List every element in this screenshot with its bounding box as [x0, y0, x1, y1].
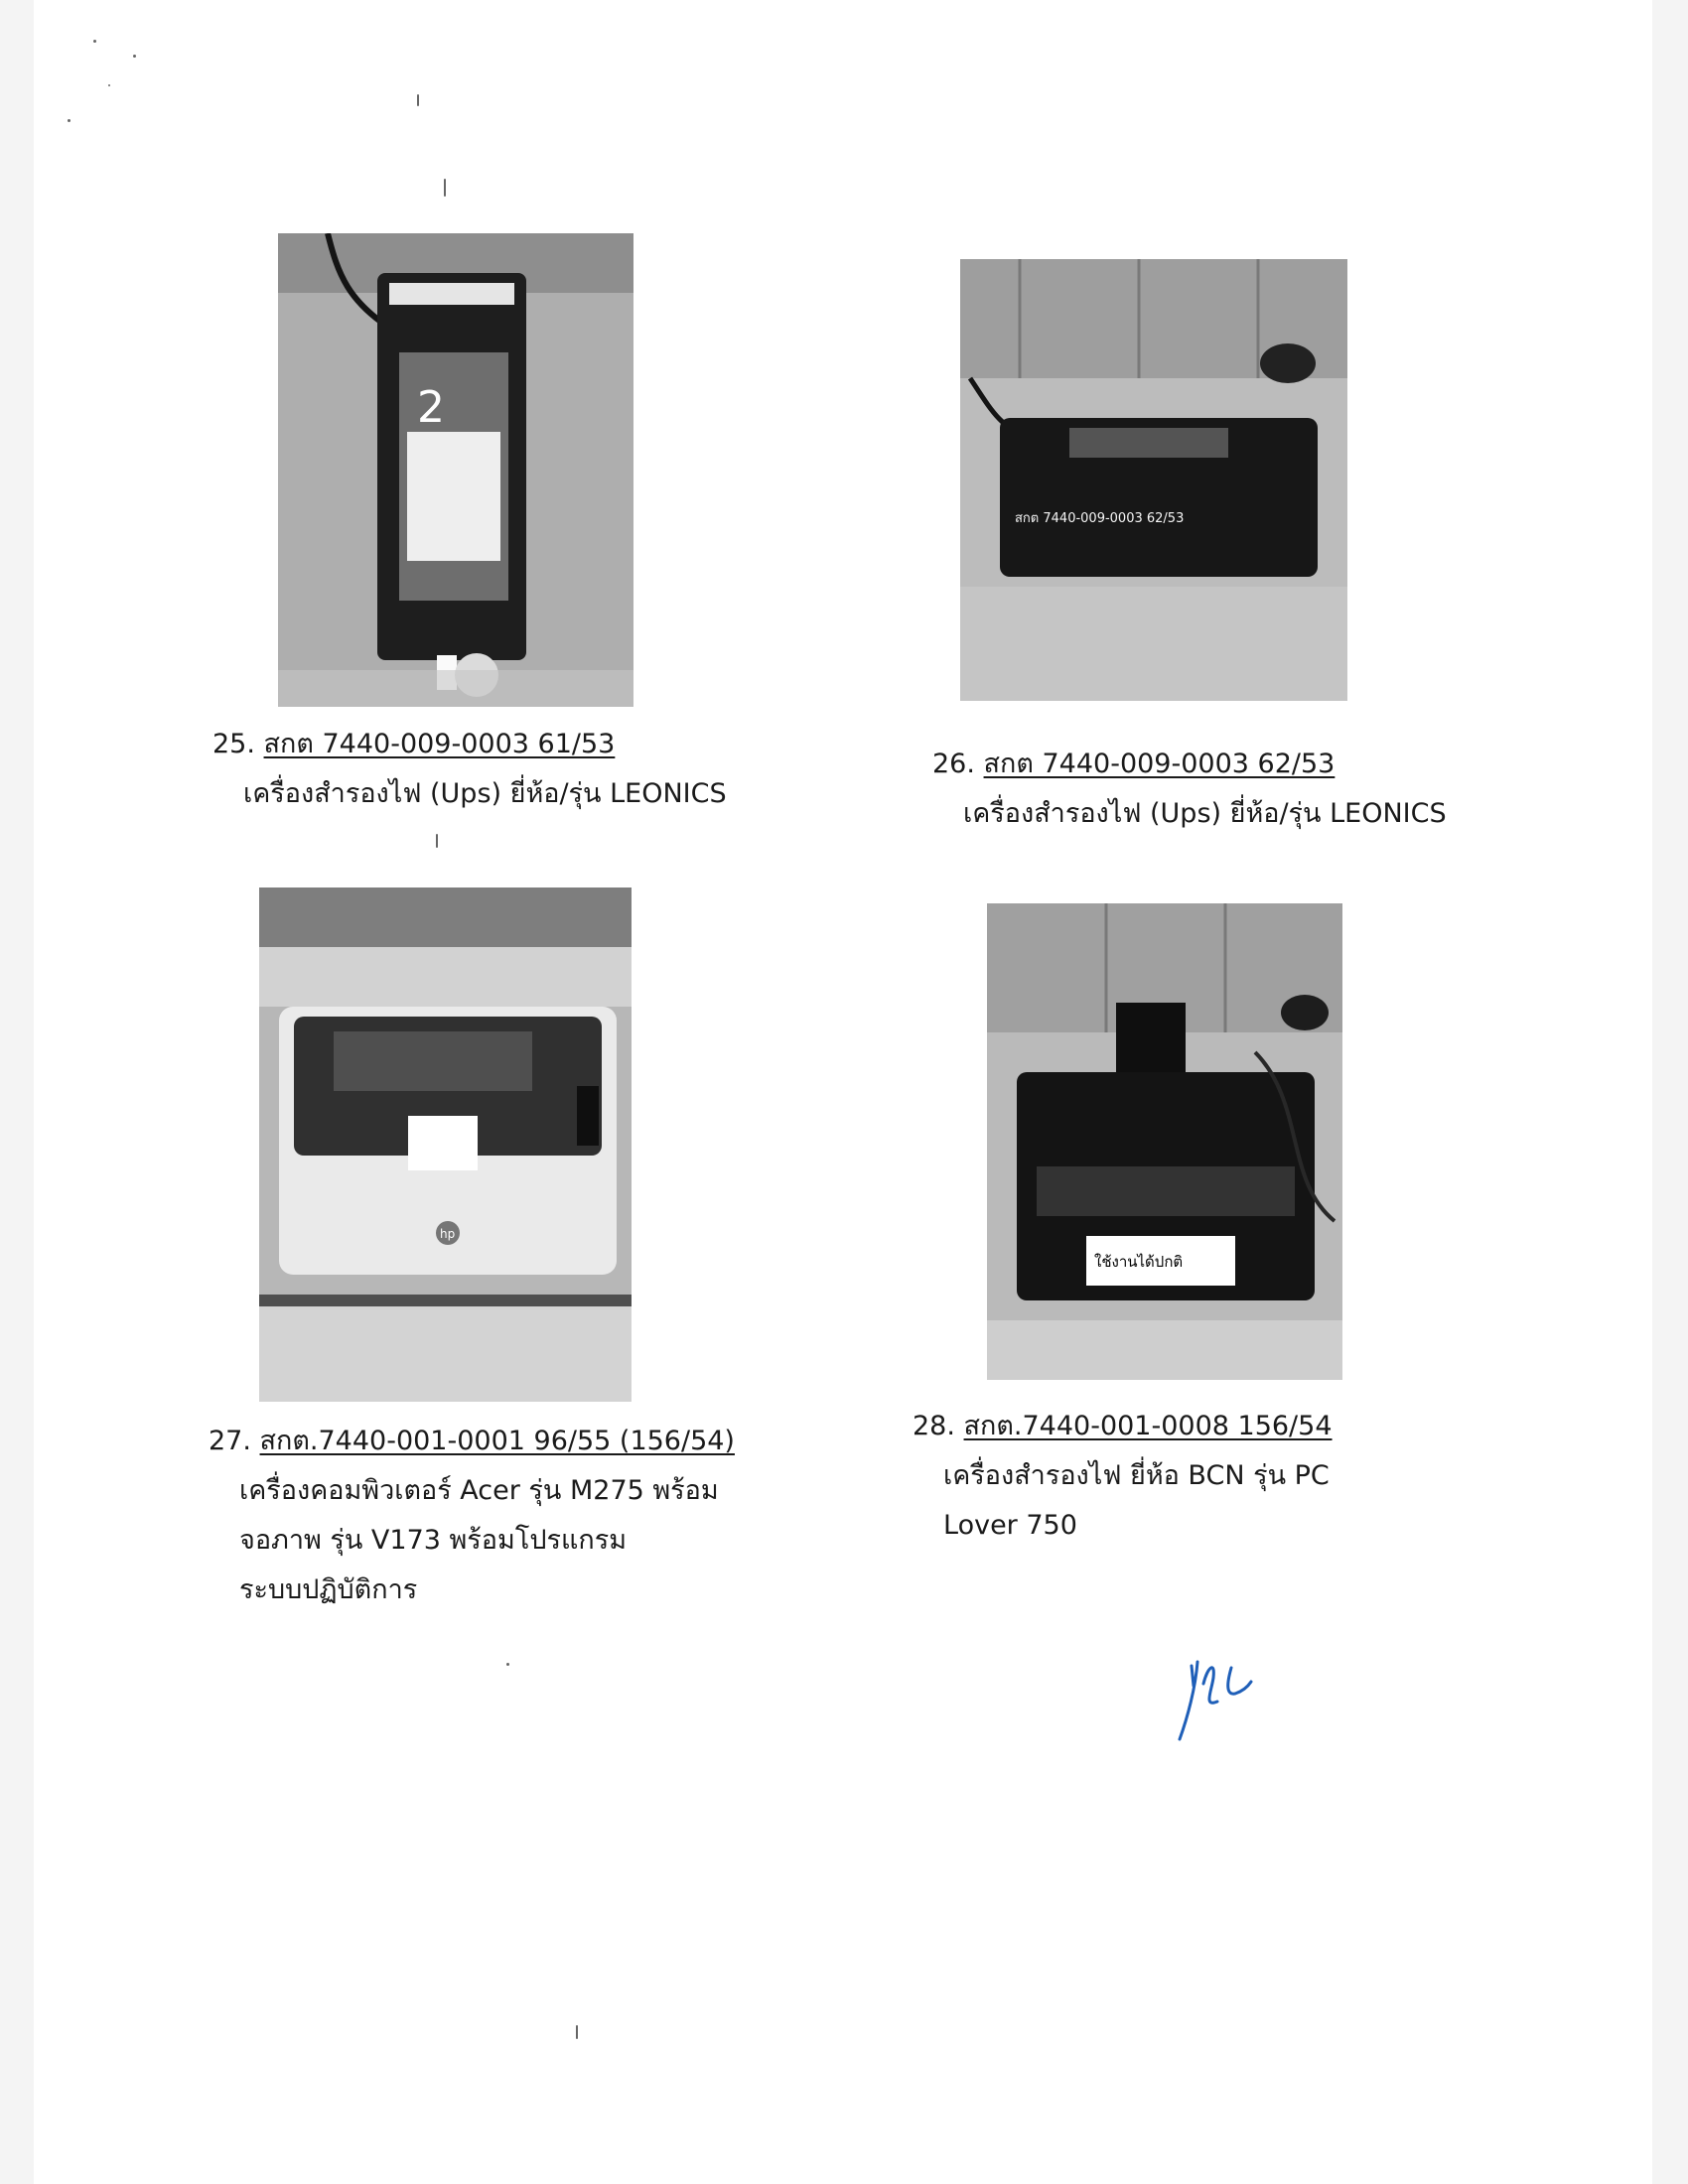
- photo-item-28: [987, 903, 1342, 1380]
- ups-horizontal-image: [960, 259, 1347, 701]
- scan-speck: [436, 834, 438, 848]
- item-description: เครื่องคอมพิวเตอร์ Acer รุ่น M275 พร้อม: [239, 1475, 719, 1506]
- photo-label-26: สกต 7440-009-0003 62/53: [1015, 511, 1185, 526]
- item-number: 26.: [932, 749, 975, 779]
- scan-speck: [417, 94, 419, 106]
- photo-item-27: [259, 887, 632, 1402]
- photo-label-28: ใช้งานได้ปกติ: [1094, 1253, 1184, 1271]
- photo-label-27: hp: [440, 1227, 456, 1241]
- caption-item-27: [209, 1417, 735, 1615]
- signature-icon: [1174, 1648, 1263, 1747]
- scan-speck: [108, 84, 110, 86]
- asset-code: สกต 7440-009-0003 62/53: [983, 749, 1336, 779]
- item-description: จอภาพ รุ่น V173 พร้อมโปรแกรม: [239, 1525, 628, 1556]
- asset-code: สกต.7440-001-0001 96/55 (156/54): [259, 1426, 735, 1456]
- caption-item-25: [212, 720, 727, 819]
- item-number: 25.: [212, 729, 255, 759]
- scan-speck: [68, 119, 70, 122]
- item-description: ระบบปฏิบัติการ: [239, 1574, 418, 1605]
- item-number: 28.: [913, 1411, 955, 1441]
- document-page: [34, 0, 1652, 2184]
- caption-item-28: [913, 1402, 1333, 1551]
- ups-vertical-image: [278, 233, 633, 707]
- caption-item-26: [932, 740, 1447, 839]
- printer-white-image: [259, 887, 632, 1402]
- item-description: เครื่องสำรองไฟ (Ups) ยี่ห้อ/รุ่น LEONICS: [963, 798, 1447, 829]
- asset-code: สกต.7440-001-0008 156/54: [963, 1411, 1333, 1441]
- item-number: 27.: [209, 1426, 251, 1456]
- photo-item-25: [278, 233, 633, 707]
- scan-speck: [444, 179, 446, 197]
- item-description: เครื่องสำรองไฟ (Ups) ยี่ห้อ/รุ่น LEONICS: [243, 778, 727, 809]
- printer-black-image: [987, 903, 1342, 1380]
- scan-speck: [506, 1663, 509, 1666]
- item-description: Lover 750: [943, 1510, 1077, 1541]
- scan-speck: [576, 2025, 578, 2039]
- scan-speck: [133, 55, 136, 58]
- photo-item-26: [960, 259, 1347, 701]
- item-description: เครื่องสำรองไฟ ยี่ห้อ BCN รุ่น PC: [943, 1460, 1330, 1491]
- photo-label-25: 2: [417, 382, 445, 433]
- asset-code: สกต 7440-009-0003 61/53: [263, 729, 616, 759]
- scan-speck: [93, 40, 96, 43]
